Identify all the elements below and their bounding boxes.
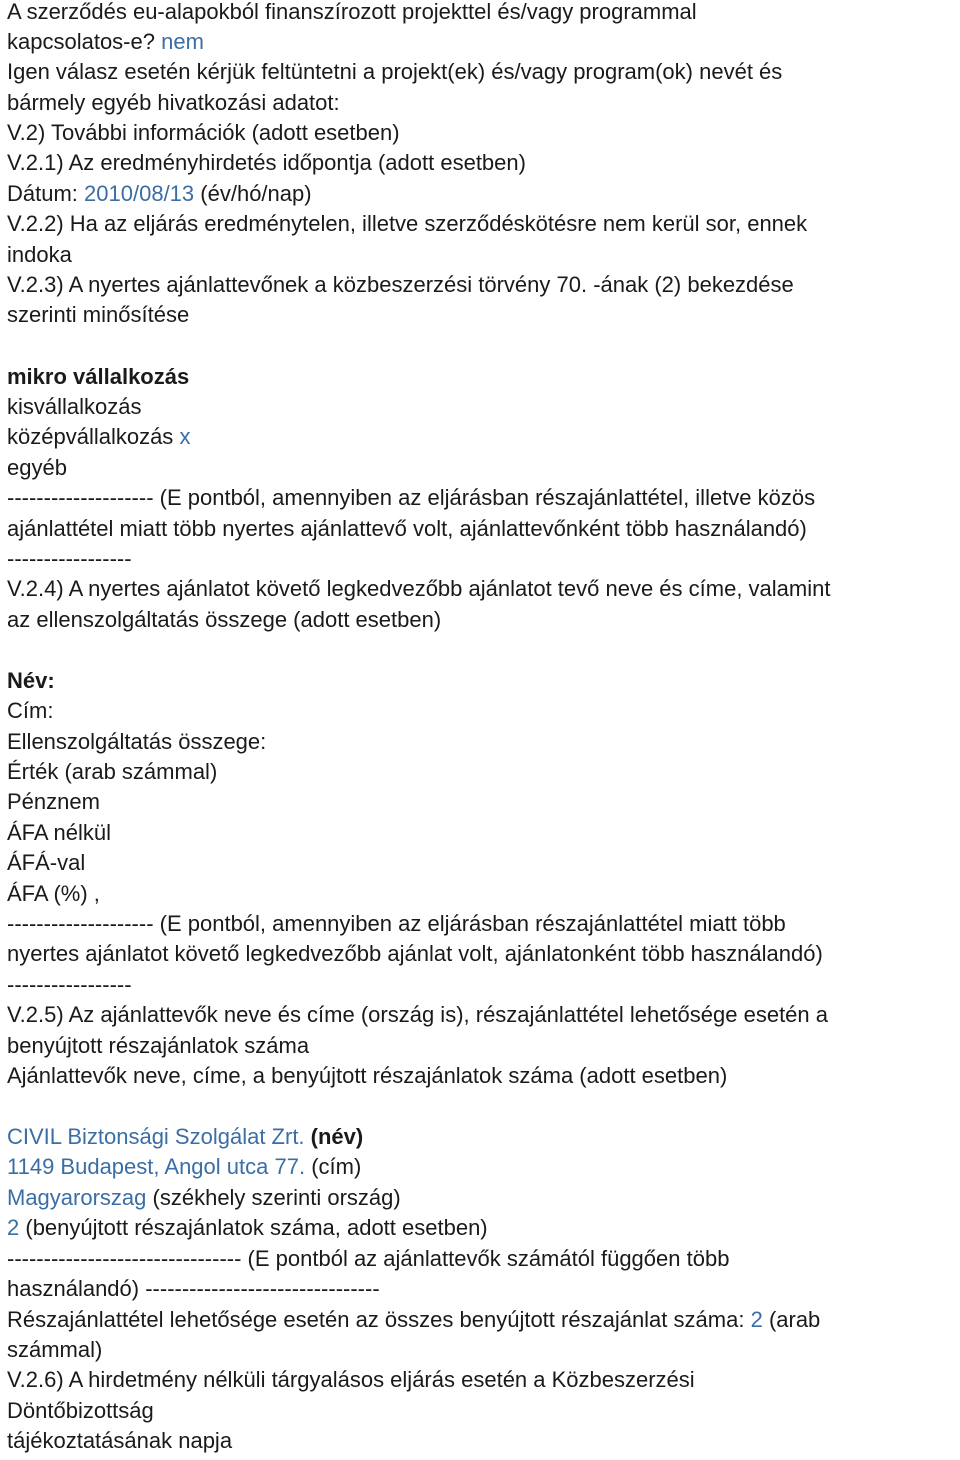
section-v25-line: V.2.5) Az ajánlattevők neve és címe (ország is), részajánlattétel lehetősége esetén a bbox=[7, 1002, 828, 1027]
option-other: egyéb bbox=[7, 455, 67, 480]
bidder-bids-value: 2 bbox=[7, 1215, 20, 1240]
bidder-address-label: (cím) bbox=[311, 1154, 362, 1179]
bidder-address-row bbox=[7, 1152, 361, 1182]
option-medium-row bbox=[7, 422, 190, 452]
v24-note-line-2: nyertes ajánlatot követő legkedvezőbb ajánlat volt, ajánlatonként több használandó) bbox=[7, 941, 823, 966]
bidder-name-value: CIVIL Biztonsági Szolgálat Zrt. bbox=[7, 1124, 305, 1149]
v24-value-label: Érték (arab számmal) bbox=[7, 759, 218, 784]
v24-with-vat-label: ÁFÁ-val bbox=[7, 850, 86, 875]
bidder-bids-row bbox=[7, 1213, 488, 1243]
v25-total-suffix: (arab bbox=[768, 1307, 821, 1332]
section-v26-line-3: tájékoztatásának napja bbox=[7, 1428, 233, 1453]
v24-name-label: Név: bbox=[7, 668, 55, 693]
bidder-address-value: 1149 Budapest, Angol utca 77. bbox=[7, 1154, 306, 1179]
eu-answer-value: nem bbox=[161, 29, 204, 54]
v25-total-label: Részajánlattétel lehetősége esetén az összes benyújtott részajánlat száma: bbox=[7, 1307, 745, 1332]
bidder-name-label: (név) bbox=[310, 1124, 364, 1149]
section-v24-line: V.2.4) A nyertes ajánlatot követő legkedvezőbb ajánlatot tevő neve és címe, valamint bbox=[7, 576, 831, 601]
section-v22-line: V.2.2) Ha az eljárás eredménytelen, illetve szerződéskötésre nem kerül sor, ennek bbox=[7, 211, 808, 236]
bidder-country-row bbox=[7, 1183, 401, 1213]
section-v24-line-2: az ellenszolgáltatás összege (adott esetben) bbox=[7, 607, 442, 632]
section-v22-line-2: indoka bbox=[7, 242, 72, 267]
option-medium: középvállalkozás bbox=[7, 424, 174, 449]
v25-total-value: 2 bbox=[750, 1307, 763, 1332]
date-format: (év/hó/nap) bbox=[200, 181, 312, 206]
section-v23-line-2: szerinti minősítése bbox=[7, 302, 190, 327]
v24-note-end: ----------------- bbox=[7, 972, 132, 997]
section-v25-line-3: Ajánlattevők neve, címe, a benyújtott részajánlatok száma (adott esetben) bbox=[7, 1063, 728, 1088]
option-medium-mark: x bbox=[179, 424, 191, 449]
eu-question-line bbox=[7, 0, 697, 27]
date-value: 2010/08/13 bbox=[84, 181, 195, 206]
section-v2-heading: V.2) További információk (adott esetben) bbox=[7, 120, 400, 145]
option-micro: mikro vállalkozás bbox=[7, 364, 190, 389]
date-row bbox=[7, 179, 312, 209]
v23-note-line-2: ajánlattétel miatt több nyertes ajánlattevő volt, ajánlattevőnként több használandó) bbox=[7, 516, 807, 541]
bidder-country-label: (székhely szerinti ország) bbox=[152, 1185, 401, 1210]
option-small: kisvállalkozás bbox=[7, 394, 142, 419]
eu-question-text-2: kapcsolatos-e? bbox=[7, 29, 155, 54]
v24-vat-pct-label: ÁFA (%) , bbox=[7, 881, 100, 906]
v23-note-line: -------------------- (E pontból, amennyiben az eljárásban részajánlattétel, illetve közös bbox=[7, 485, 816, 510]
section-v26-line: V.2.6) A hirdetmény nélküli tárgyalásos eljárás esetén a Közbeszerzési bbox=[7, 1367, 695, 1392]
v23-note-end: ----------------- bbox=[7, 546, 132, 571]
v25-total-suffix-line: számmal) bbox=[7, 1337, 103, 1362]
section-v25-line-2: benyújtott részajánlatok száma bbox=[7, 1033, 310, 1058]
v25-total-row bbox=[7, 1305, 820, 1335]
v24-currency-label: Pénznem bbox=[7, 789, 100, 814]
bidder-name-row bbox=[7, 1122, 363, 1152]
v24-address-label: Cím: bbox=[7, 698, 54, 723]
v24-amount-label: Ellenszolgáltatás összege: bbox=[7, 729, 267, 754]
v24-note-line: -------------------- (E pontból, amennyiben az eljárásban részajánlattétel miatt több bbox=[7, 911, 786, 936]
bidder-country-value: Magyarorszag bbox=[7, 1185, 147, 1210]
eu-hint-line: Igen válasz esetén kérjük feltüntetni a projekt(ek) és/vagy program(ok) nevét és bbox=[7, 59, 783, 84]
v25-note-line: -------------------------------- (E pontból az ajánlattevők számától függően több bbox=[7, 1246, 730, 1271]
eu-hint-line-2: bármely egyéb hivatkozási adatot: bbox=[7, 90, 340, 115]
bidder-bids-label: (benyújtott részajánlatok száma, adott esetben) bbox=[25, 1215, 488, 1240]
date-label: Dátum: bbox=[7, 181, 78, 206]
eu-question-line-2 bbox=[7, 27, 204, 57]
v24-no-vat-label: ÁFA nélkül bbox=[7, 820, 111, 845]
section-v23-line: V.2.3) A nyertes ajánlattevőnek a közbeszerzési törvény 70. -ának (2) bekezdése bbox=[7, 272, 794, 297]
section-v21-heading: V.2.1) Az eredményhirdetés időpontja (adott esetben) bbox=[7, 150, 526, 175]
section-v26-line-2: Döntőbizottság bbox=[7, 1398, 154, 1423]
eu-question-text: A szerződés eu-alapokból finanszírozott projekttel és/vagy programmal bbox=[7, 0, 697, 24]
v25-note-line-2: használandó) -------------------------------- bbox=[7, 1276, 380, 1301]
